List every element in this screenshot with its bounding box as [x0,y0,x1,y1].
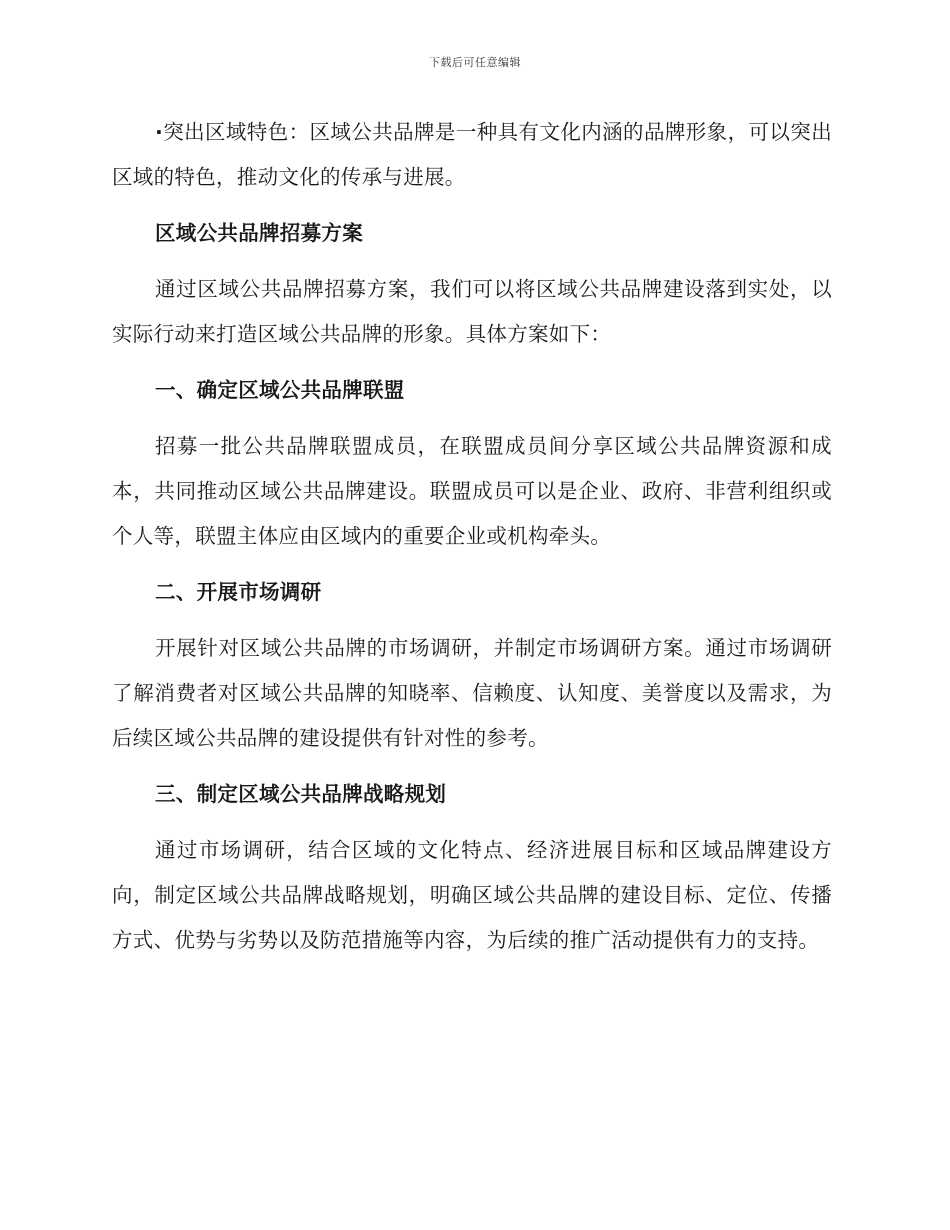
intro-bullet-paragraph [112,110,832,200]
step-3-heading: 三、制定区域公共品牌战略规划 [155,782,447,806]
document-body [112,110,832,963]
step-3-body: 通过市场调研，结合区域的文化特点、经济进展目标和区域品牌建设方向，制定区域公共品牌战略规划，明确区域公共品牌的建设目标、定位、传播方式、优势与劣势以及防范措施等内容，为后续的推广活动提供有力的支持。 [112,838,832,952]
step-2-heading: 二、开展市场调研 [155,580,322,604]
step-1-heading: 一、确定区域公共品牌联盟 [155,378,405,402]
bullet-dot: · [155,120,164,144]
step-1-body: 招募一批公共品牌联盟成员，在联盟成员间分享区域公共品牌资源和成本，共同推动区域公共品牌建设。联盟成员可以是企业、政府、非营利组织或个人等，联盟主体应由区域内的重要企业或机构牵头。 [112,434,832,548]
section-title: 区域公共品牌招募方案 [155,221,363,245]
step-2-body: 开展针对区域公共品牌的市场调研，并制定市场调研方案。通过市场调研了解消费者对区域公共品牌的知晓率、信赖度、认知度、美誉度以及需求，为后续区域公共品牌的建设提供有针对性的参考。 [112,636,832,750]
intro-bullet-text: 突出区域特色：区域公共品牌是一种具有文化内涵的品牌形象，可以突出区域的特色，推动文化的传承与进展。 [112,120,832,189]
section-intro-paragraph: 通过区域公共品牌招募方案，我们可以将区域公共品牌建设落到实处，以实际行动来打造区域公共品牌的形象。具体方案如下： [112,277,832,346]
page-header: 下载后可任意编辑 [429,56,521,69]
